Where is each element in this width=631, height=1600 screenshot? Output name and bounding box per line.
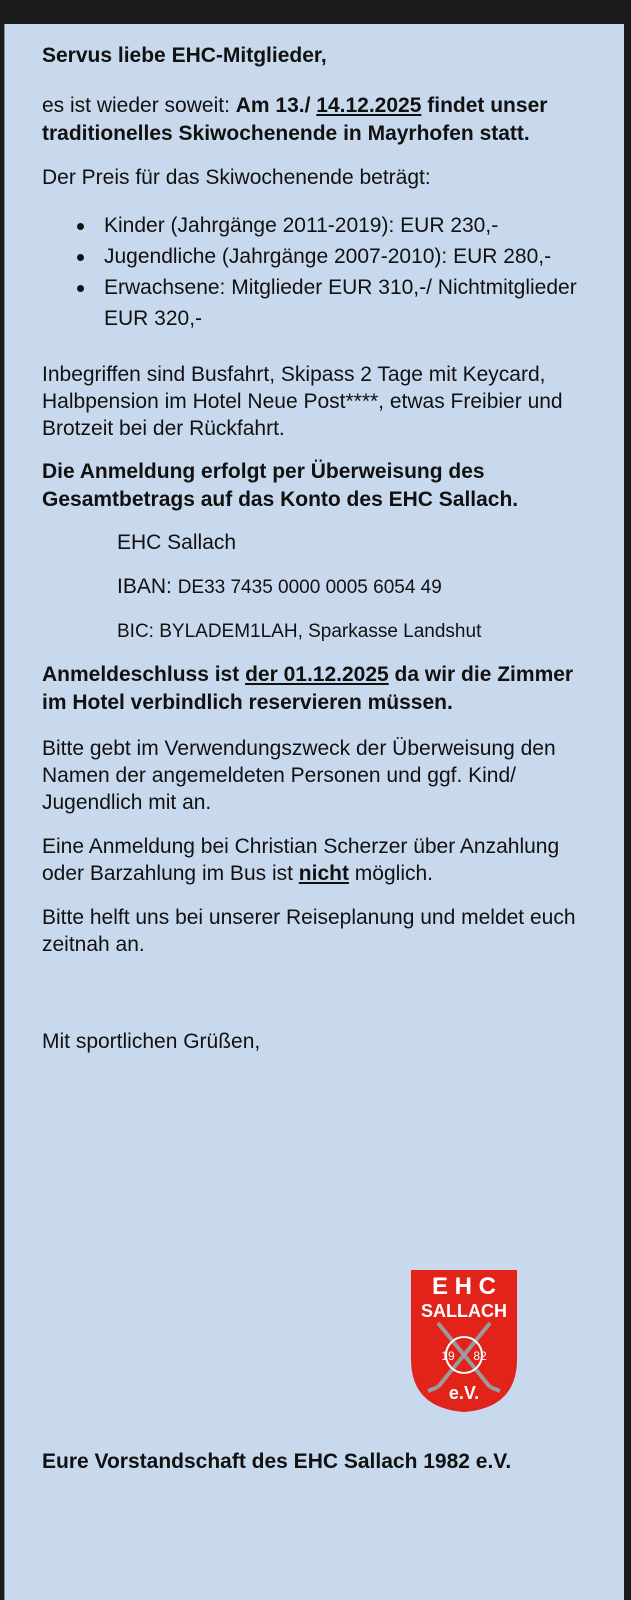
account-holder: EHC Sallach	[117, 531, 237, 554]
logo-year-left: 19	[441, 1349, 455, 1363]
iban-line	[117, 572, 592, 603]
signup-paragraph: Die Anmeldung erfolgt per Überweisung des Gesamtbetrags auf das Konto des EHC Sallach.	[42, 460, 519, 511]
planning-paragraph: Bitte helft uns bei unserer Reiseplanung und meldet euch zeitnah an.	[42, 906, 576, 956]
intro-bold-start: Am 13./	[235, 94, 317, 117]
price-youth: Jugendliche (Jahrgänge 2007-2010): EUR 280,-	[104, 245, 552, 268]
iban-label: IBAN:	[117, 575, 178, 598]
closing: Mit sportlichen Grüßen,	[42, 1030, 261, 1053]
list-item	[104, 210, 592, 241]
deadline-start: Anmeldeschluss ist	[42, 663, 246, 686]
intro-text: es ist wieder soweit:	[42, 94, 236, 117]
greeting: Servus liebe EHC-Mitglieder,	[42, 44, 327, 67]
deadline-paragraph	[42, 661, 592, 717]
list-item	[104, 241, 592, 272]
signature: Eure Vorstandschaft des EHC Sallach 1982 e.V.	[42, 1450, 512, 1473]
no-payment-start: Eine Anmeldung bei Christian Scherzer über Anzahlung oder Barzahlung im Bus ist	[42, 835, 560, 885]
list-item	[104, 272, 592, 334]
included-paragraph: Inbegriffen sind Busfahrt, Skipass 2 Tage mit Keycard, Halbpension im Hotel Neue Post****, etwas Freibier und Brotzeit bei der Rückfahrt.	[42, 363, 563, 440]
no-payment-paragraph	[42, 833, 592, 887]
logo-sallach: SALLACH	[421, 1301, 507, 1321]
logo-year-right: 82	[473, 1349, 487, 1363]
price-adults: Erwachsene: Mitglieder EUR 310,-/ Nichtmitglieder EUR 320,-	[104, 276, 577, 330]
intro-bold-end: findet unser traditionelles Skiwochenende in Mayrhofen statt.	[42, 94, 548, 145]
bank-details	[42, 528, 592, 647]
ehc-sallach-logo-icon	[408, 1267, 520, 1413]
no-payment-end: möglich.	[348, 862, 433, 885]
price-list	[42, 210, 592, 334]
club-logo	[408, 1267, 520, 1413]
bullet-icon	[77, 285, 84, 292]
intro-paragraph	[42, 92, 592, 148]
letter-content	[42, 42, 592, 1473]
bullet-icon	[77, 254, 84, 261]
top-bar	[0, 0, 631, 22]
price-children: Kinder (Jahrgänge 2011-2019): EUR 230,-	[104, 214, 499, 237]
email-body	[4, 24, 624, 1600]
price-intro: Der Preis für das Skiwochenende beträgt:	[42, 166, 431, 189]
event-date: 14.12.2025	[316, 94, 422, 117]
logo-ehc: E H C	[431, 1273, 497, 1300]
purpose-paragraph: Bitte gebt im Verwendungszweck der Überweisung den Namen der angemeldeten Personen und ggf. Kind/ Jugendlich mit an.	[42, 737, 556, 814]
logo-ev: e.V.	[448, 1383, 480, 1403]
bic-line: BIC: BYLADEM1LAH, Sparkasse Landshut	[117, 621, 482, 642]
not-emphasis: nicht	[298, 862, 349, 885]
deadline-end: da wir die Zimmer im Hotel verbindlich reservieren müssen.	[42, 663, 574, 714]
deadline-date: der 01.12.2025	[245, 663, 389, 686]
iban-value: DE33 7435 0000 0005 6054 49	[177, 577, 442, 598]
bullet-icon	[77, 223, 84, 230]
